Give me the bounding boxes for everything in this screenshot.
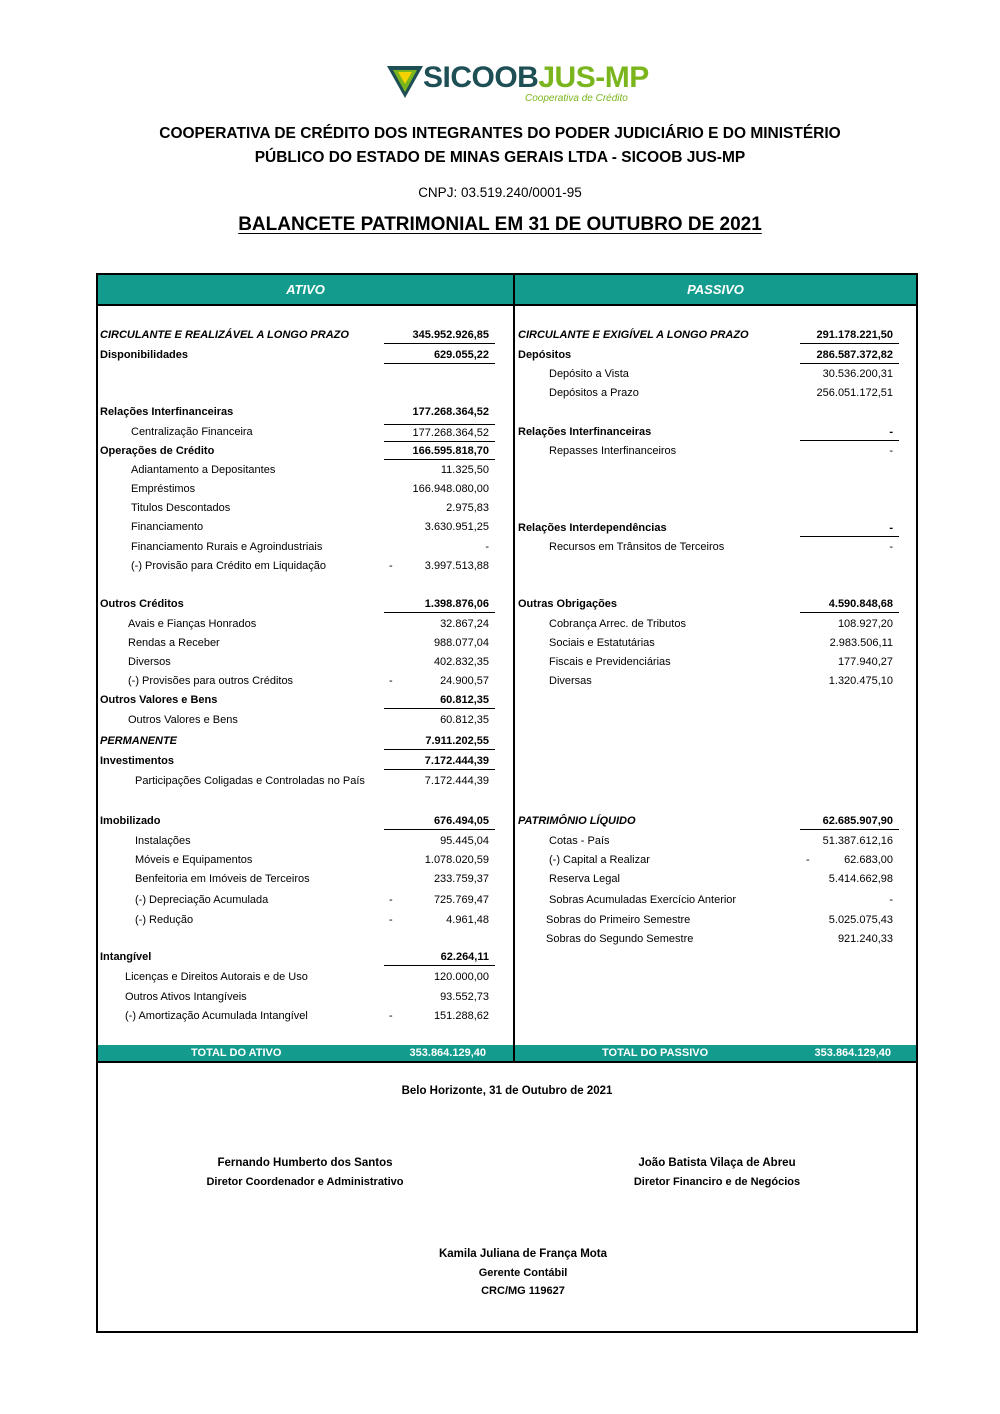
ativo-row-value: 1.398.876,06 <box>384 596 495 613</box>
ativo-row-value: - <box>485 541 489 553</box>
ativo-row-emprestimos <box>0 481 1000 497</box>
passivo-row-label: Diversas <box>549 675 592 687</box>
passivo-row-value: 256.051.172,51 <box>816 387 893 399</box>
passivo-row-fiscais-e-previdenciarias <box>0 654 1000 670</box>
ativo-row-label: (-) Redução <box>135 914 194 926</box>
ativo-row-participacoes-coligadas-e-controladas-no-pais <box>0 773 1000 789</box>
ativo-row-label: Disponibilidades <box>100 349 189 361</box>
passivo-row-label: Sobras do Segundo Semestre <box>546 933 694 945</box>
passivo-row-label: Depósitos a Prazo <box>549 387 639 399</box>
ativo-row-value: 95.445,04 <box>440 835 489 847</box>
ativo-row-label: Instalações <box>135 835 191 847</box>
signatory-3-name: Kamila Juliana de França Mota <box>438 1248 608 1260</box>
passivo-row-label: Relações Interdependências <box>518 522 667 534</box>
ativo-row-value: 345.952.926,85 <box>384 327 495 344</box>
ativo-row-value: 62.264,11 <box>384 949 495 966</box>
ativo-row-value: 151.288,62 <box>433 1010 489 1022</box>
ativo-row-label: PERMANENTE <box>100 735 178 747</box>
ativo-row-minus-sign: - <box>389 914 393 926</box>
passivo-row-sobras-acumuladas-exercicio-anterior <box>0 892 1000 908</box>
ativo-row-outros-ativos-intangiveis <box>0 989 1000 1005</box>
passivo-header <box>515 275 916 304</box>
passivo-row-label: Sociais e Estatutárias <box>549 637 655 649</box>
passivo-row-value: - <box>889 445 893 457</box>
ativo-row-titulos-descontados <box>0 500 1000 516</box>
passivo-row-sobras-do-segundo-semestre <box>0 931 1000 947</box>
ativo-row-value: 7.172.444,39 <box>424 775 489 787</box>
ativo-row-value: 93.552,73 <box>440 991 489 1003</box>
ativo-row-label: Financiamento <box>131 521 204 533</box>
ativo-row-label: Outros Ativos Intangíveis <box>125 991 247 1003</box>
ativo-row-label: (-) Amortização Acumulada Intangível <box>125 1010 308 1022</box>
passivo-row-patrimonio-liquido <box>0 813 1000 829</box>
passivo-row-capital-a-realizar <box>0 852 1000 868</box>
total-passivo-label: TOTAL DO PASSIVO <box>602 1047 709 1059</box>
ativo-row-minus-sign: - <box>389 894 393 906</box>
ativo-row-value: 629.055,22 <box>384 347 495 364</box>
ativo-row-outros-valores-e-bens <box>0 692 1000 708</box>
ativo-row-label: Outros Valores e Bens <box>128 714 238 726</box>
passivo-row-label: Depósitos <box>518 349 572 361</box>
ativo-row-label: (-) Provisão para Crédito em Liquidação <box>131 560 327 572</box>
signatory-3-role: Gerente Contábil <box>478 1267 568 1279</box>
passivo-row-value: - <box>800 520 899 537</box>
ativo-row-label: Diversos <box>128 656 171 668</box>
passivo-row-diversas <box>0 673 1000 689</box>
passivo-row-value: 291.178.221,50 <box>800 327 899 344</box>
passivo-row-sociais-e-estatutarias <box>0 635 1000 651</box>
ativo-row-value: 7.911.202,55 <box>384 733 495 750</box>
passivo-row-label: (-) Capital a Realizar <box>549 854 650 866</box>
ativo-row-intangivel <box>0 949 1000 965</box>
passivo-row-label: Cobrança Arrec. de Tributos <box>549 618 686 630</box>
ativo-row-value: 725.769,47 <box>433 894 489 906</box>
passivo-row-label: CIRCULANTE E EXIGÍVEL A LONGO PRAZO <box>518 329 749 341</box>
ativo-row-value: 3.997.513,88 <box>424 560 489 572</box>
total-passivo-value: 353.864.129,40 <box>814 1047 891 1059</box>
ativo-row-value: 988.077,04 <box>433 637 489 649</box>
ativo-row-value: 177.268.364,52 <box>384 424 495 442</box>
passivo-row-value: 5.025.075,43 <box>828 914 893 926</box>
passivo-row-value: 5.414.662,98 <box>828 873 893 885</box>
total-ativo-bar <box>98 1045 513 1062</box>
ativo-row-label: Titulos Descontados <box>131 502 231 514</box>
passivo-row-reserva-legal <box>0 871 1000 887</box>
ativo-row-value: 166.948.080,00 <box>412 483 489 495</box>
ativo-row-value: 402.832,35 <box>433 656 489 668</box>
ativo-row-value: 676.494,05 <box>384 813 495 830</box>
logo-mark-icon <box>385 62 425 102</box>
passivo-row-recursos-em-transitos-de-terceiros <box>0 539 1000 555</box>
passivo-row-value: 1.320.475,10 <box>828 675 893 687</box>
passivo-row-cobranca-arrec-de-tributos <box>0 616 1000 632</box>
passivo-row-label: Depósito a Vista <box>549 368 629 380</box>
passivo-row-value: 30.536.200,31 <box>822 368 893 380</box>
passivo-row-label: Sobras Acumuladas Exercício Anterior <box>549 894 737 906</box>
passivo-row-sobras-do-primeiro-semestre <box>0 912 1000 928</box>
ativo-row-provisao-para-credito-em-liquidacao <box>0 558 1000 574</box>
ativo-row-value: 7.172.444,39 <box>384 753 495 770</box>
ativo-row-minus-sign: - <box>389 1010 393 1022</box>
ativo-row-label: (-) Depreciação Acumulada <box>135 894 269 906</box>
passivo-row-outras-obrigacoes <box>0 596 1000 612</box>
total-passivo-bar <box>515 1045 916 1062</box>
passivo-row-value: 286.587.372,82 <box>800 347 899 364</box>
ativo-row-investimentos <box>0 753 1000 769</box>
passivo-row-value: 62.685.907,90 <box>800 813 899 830</box>
passivo-row-relacoes-interfinanceiras <box>0 424 1000 440</box>
ativo-row-outros-valores-e-bens <box>0 712 1000 728</box>
ativo-row-value: 60.812,35 <box>384 692 495 709</box>
passivo-row-minus-sign: - <box>806 854 810 866</box>
logo-subtitle: Cooperativa de Crédito <box>525 93 628 104</box>
passivo-row-label: Reserva Legal <box>549 873 620 885</box>
passivo-row-cotas-pais <box>0 833 1000 849</box>
ativo-row-label: Relações Interfinanceiras <box>100 406 234 418</box>
passivo-row-label: PATRIMÔNIO LÍQUIDO <box>518 815 636 827</box>
passivo-row-label: Repasses Interfinanceiros <box>549 445 677 457</box>
passivo-row-value: 4.590.848,68 <box>800 596 899 613</box>
ativo-row-minus-sign: - <box>389 675 393 687</box>
passivo-row-circulante-e-exigivel-a-longo-prazo <box>0 327 1000 343</box>
ativo-row-licencas-e-direitos-autorais-e-de-uso <box>0 969 1000 985</box>
ativo-header-label: ATIVO <box>286 282 325 297</box>
signatory-1-role: Diretor Coordenador e Administrativo <box>206 1176 404 1188</box>
ativo-row-value: 32.867,24 <box>440 618 489 630</box>
org-name-line-2: PÚBLICO DO ESTADO DE MINAS GERAIS LTDA - SICOOB JUS-MP <box>254 149 746 166</box>
passivo-header-label: PASSIVO <box>687 282 744 297</box>
signatory-2-role: Diretor Financiro e de Negócios <box>633 1176 801 1188</box>
ativo-row-value: 177.268.364,52 <box>412 406 489 418</box>
ativo-row-label: Financiamento Rurais e Agroindustriais <box>131 541 323 553</box>
cnpj: CNPJ: 03.519.240/0001-95 <box>418 185 582 200</box>
passivo-row-value: 62.683,00 <box>844 854 893 866</box>
signatory-3-crc: CRC/MG 119627 <box>481 1285 565 1297</box>
total-divider <box>98 1061 916 1063</box>
ativo-row-label: Rendas a Receber <box>128 637 220 649</box>
ativo-row-value: 2.975,83 <box>446 502 489 514</box>
header-divider <box>98 304 916 306</box>
passivo-row-relacoes-interdependencias <box>0 520 1000 536</box>
passivo-row-deposito-a-vista <box>0 366 1000 382</box>
ativo-row-label: Benfeitoria em Imóveis de Terceiros <box>135 873 310 885</box>
passivo-row-depositos <box>0 347 1000 363</box>
ativo-row-amortizacao-acumulada-intangivel <box>0 1008 1000 1024</box>
signatory-2-name: João Batista Vilaça de Abreu <box>638 1157 796 1169</box>
ativo-row-adiantamento-a-depositantes <box>0 462 1000 478</box>
passivo-row-value: - <box>800 424 899 441</box>
passivo-row-value: 108.927,20 <box>837 618 893 630</box>
org-name-line-1: COOPERATIVA DE CRÉDITO DOS INTEGRANTES DO PODER JUDICIÁRIO E DO MINISTÉRIO <box>159 125 841 142</box>
passivo-row-value: - <box>889 541 893 553</box>
ativo-row-value: 24.900,57 <box>440 675 489 687</box>
passivo-row-value: 2.983.506,11 <box>829 637 893 649</box>
sicoob-jus-mp-logo <box>385 60 649 110</box>
ativo-row-label: Licenças e Direitos Autorais e de Uso <box>125 971 308 983</box>
ativo-row-label: Participações Coligadas e Controladas no País <box>135 775 365 787</box>
signatory-1-name: Fernando Humberto dos Santos <box>217 1157 393 1169</box>
ativo-row-value: 120.000,00 <box>433 971 489 983</box>
ativo-row-value: 3.630.951,25 <box>424 521 489 533</box>
ativo-row-label: Operações de Crédito <box>100 445 215 457</box>
page-title: BALANCETE PATRIMONIAL EM 31 DE OUTUBRO DE 2021 <box>238 214 762 235</box>
ativo-row-label: Outros Valores e Bens <box>100 694 218 706</box>
passivo-row-label: Recursos em Trânsitos de Terceiros <box>549 541 725 553</box>
ativo-row-value: 166.595.818,70 <box>384 443 495 460</box>
ativo-row-label: Imobilizado <box>100 815 161 827</box>
passivo-row-value: 921.240,33 <box>837 933 893 945</box>
passivo-row-label: Outras Obrigações <box>518 598 618 610</box>
logo-wordmark: SICOOBJUS-MP <box>423 61 649 94</box>
total-ativo-label: TOTAL DO ATIVO <box>191 1047 282 1059</box>
ativo-row-value: 60.812,35 <box>440 714 489 726</box>
ativo-row-value: 1.078.020,59 <box>424 854 489 866</box>
ativo-row-label: CIRCULANTE E REALIZÁVEL A LONGO PRAZO <box>100 329 349 341</box>
total-ativo-value: 353.864.129,40 <box>409 1047 486 1059</box>
ativo-row-label: Empréstimos <box>131 483 196 495</box>
passivo-row-value: 177.940,27 <box>837 656 893 668</box>
place-date: Belo Horizonte, 31 de Outubro de 2021 <box>401 1085 613 1097</box>
ativo-row-value: 11.325,50 <box>440 464 489 476</box>
ativo-row-label: Avais e Fianças Honrados <box>128 618 257 630</box>
ativo-row-value: 4.961,48 <box>446 914 489 926</box>
ativo-row-permanente <box>0 733 1000 749</box>
ativo-row-label: Centralização Financeira <box>131 426 253 438</box>
ativo-row-relacoes-interfinanceiras <box>0 404 1000 420</box>
ativo-row-value: 233.759,37 <box>433 873 489 885</box>
ativo-row-label: (-) Provisões para outros Créditos <box>128 675 294 687</box>
passivo-row-value: - <box>889 894 893 906</box>
passivo-row-repasses-interfinanceiros <box>0 443 1000 459</box>
ativo-row-label: Investimentos <box>100 755 174 767</box>
passivo-row-label: Cotas - País <box>549 835 610 847</box>
passivo-row-depositos-a-prazo <box>0 385 1000 401</box>
ativo-row-label: Intangível <box>100 951 152 963</box>
ativo-header <box>98 275 513 304</box>
passivo-row-label: Fiscais e Previdenciárias <box>549 656 671 668</box>
passivo-row-label: Relações Interfinanceiras <box>518 426 652 438</box>
passivo-row-value: 51.387.612,16 <box>822 835 893 847</box>
passivo-row-label: Sobras do Primeiro Semestre <box>546 914 691 926</box>
ativo-row-label: Móveis e Equipamentos <box>135 854 253 866</box>
ativo-row-minus-sign: - <box>389 560 393 572</box>
ativo-row-label: Outros Créditos <box>100 598 184 610</box>
ativo-row-label: Adiantamento a Depositantes <box>131 464 276 476</box>
